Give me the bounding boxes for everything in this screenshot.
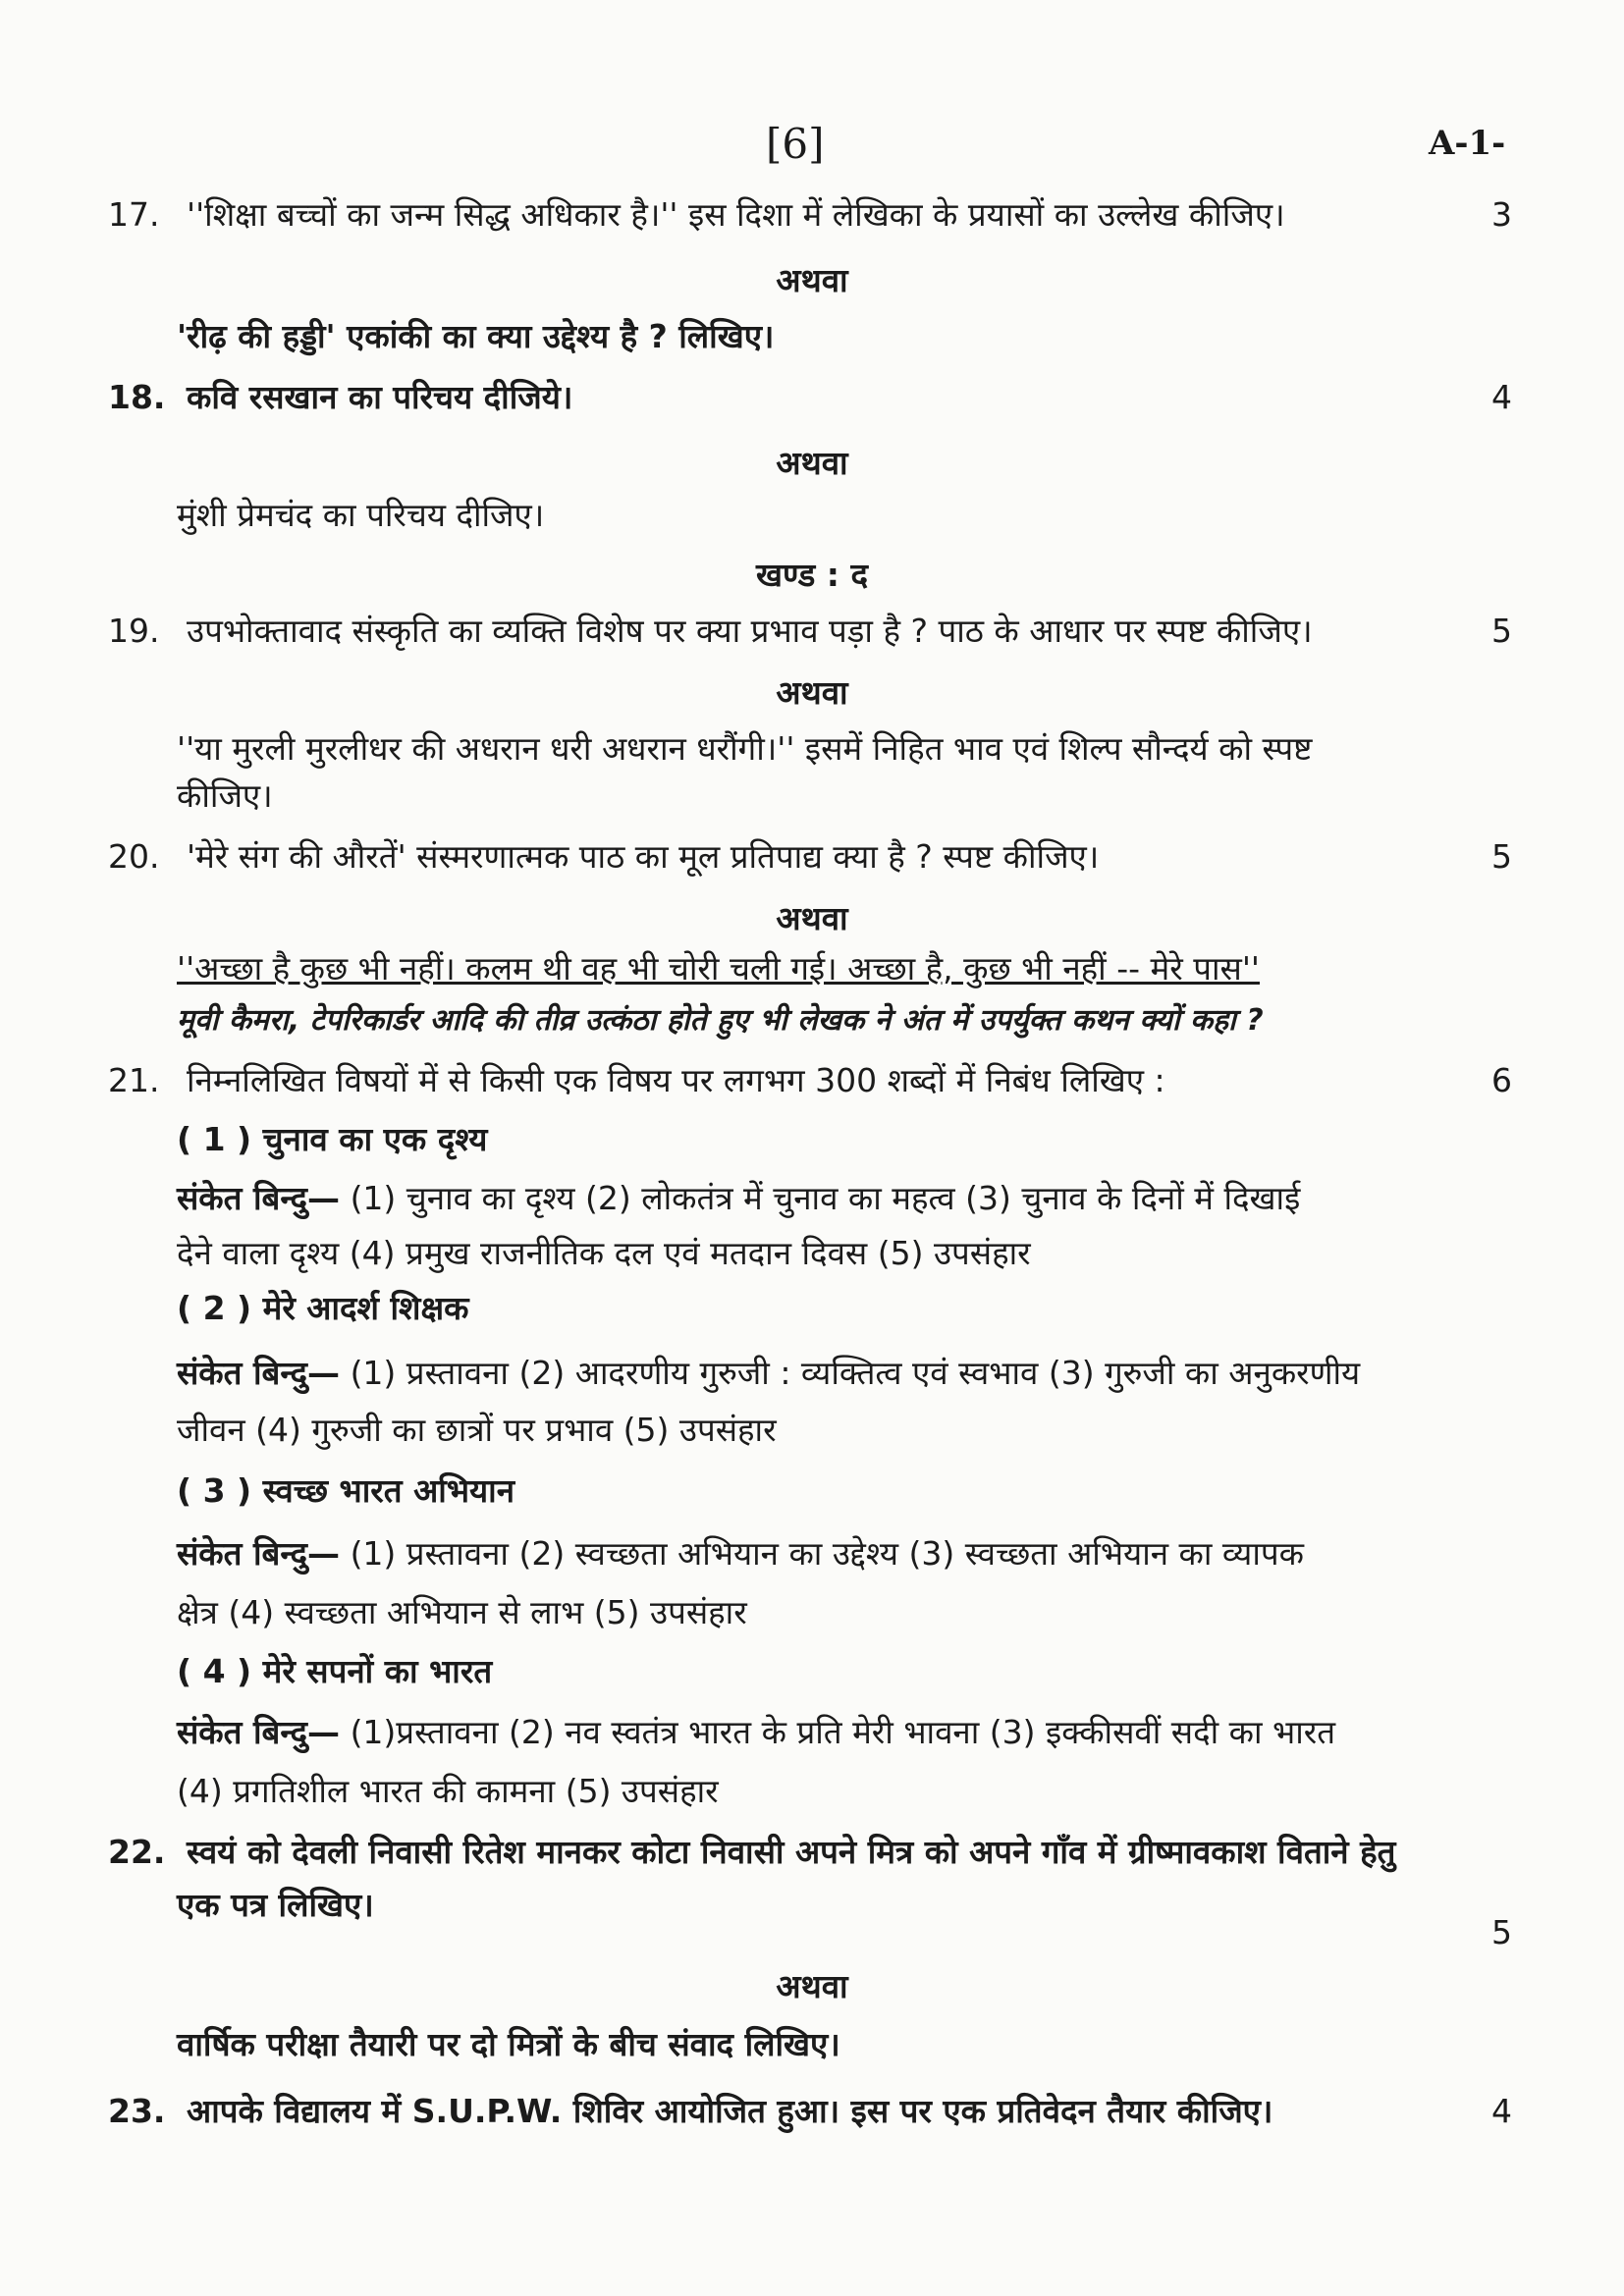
question-marks: 5 bbox=[1491, 612, 1512, 650]
essay-topic-title: ( 4 ) मेरे सपनों का भारत bbox=[177, 1652, 493, 1690]
hint-label: संकेत बिन्दु— bbox=[177, 1534, 341, 1573]
essay-topic-title: ( 1 ) चुनाव का एक दृश्य bbox=[177, 1120, 488, 1158]
essay-topic-hints bbox=[177, 1533, 1512, 1575]
question-text: उपभोक्तावाद संस्कृति का व्यक्ति विशेष पर क्या प्रभाव पड़ा है ? पाठ के आधार पर स्पष्ट कीजिए। bbox=[187, 612, 1313, 650]
alternative-question: 'रीढ़ की हड्डी' एकांकी का क्या उद्देश्य है ? लिखिए। bbox=[177, 317, 775, 355]
hint-text: (1) प्रस्तावना (2) आदरणीय गुरुजी : व्यक्तित्व एवं स्वभाव (3) गुरुजी का अनुकरणीय bbox=[350, 1354, 1361, 1392]
question-marks: 4 bbox=[1491, 378, 1512, 416]
question-marks: 5 bbox=[1491, 837, 1512, 876]
alternative-question-continued: मूवी कैमरा, टेपरिकार्डर आदि की तीव्र उत्कंठा होते हुए भी लेखक ने अंत में उपर्युक्त कथन क्यों कहा ? bbox=[177, 1003, 1264, 1038]
hint-text: (1) प्रस्तावना (2) स्वच्छता अभियान का उद्देश्य (3) स्वच्छता अभियान का व्यापक bbox=[350, 1534, 1304, 1573]
question-marks: 5 bbox=[1491, 1913, 1512, 1951]
question-text: निम्नलिखित विषयों में से किसी एक विषय पर लगभग 300 शब्दों में निबंध लिखिए : bbox=[187, 1061, 1165, 1099]
alternative-question: वार्षिक परीक्षा तैयारी पर दो मित्रों के बीच संवाद लिखिए। bbox=[177, 2025, 840, 2063]
essay-topic-hints bbox=[177, 1712, 1512, 1754]
question-marks: 6 bbox=[1491, 1061, 1512, 1099]
question-marks: 3 bbox=[1491, 195, 1512, 234]
alternative-question: मुंशी प्रेमचंद का परिचय दीजिए। bbox=[177, 496, 545, 534]
essay-topic-hints-continued: जीवन (4) गुरुजी का छात्रों पर प्रभाव (5) उपसंहार bbox=[177, 1411, 777, 1449]
or-separator: अथवा bbox=[776, 444, 848, 482]
question-text-continued: एक पत्र लिखिए। bbox=[177, 1886, 374, 1924]
question-text: स्वयं को देवली निवासी रितेश मानकर कोटा निवासी अपने मित्र को अपने गाँव में ग्रीष्मावकाश विताने हेतु bbox=[187, 1833, 1396, 1871]
or-separator: अथवा bbox=[776, 261, 848, 299]
hint-text: (1)प्रस्तावना (2) नव स्वतंत्र भारत के प्रति मेरी भावना (3) इक्कीसवीं सदी का भारत bbox=[350, 1713, 1336, 1751]
or-separator: अथवा bbox=[776, 1967, 848, 2005]
hint-label: संकेत बिन्दु— bbox=[177, 1354, 341, 1392]
essay-topic-hints-continued: देने वाला दृश्य (4) प्रमुख राजनीतिक दल एवं मतदान दिवस (5) उपसंहार bbox=[177, 1234, 1031, 1272]
question-text: 'मेरे संग की औरतें' संस्मरणात्मक पाठ का मूल प्रतिपाद्य क्या है ? स्पष्ट कीजिए। bbox=[187, 837, 1100, 876]
hint-label: संकेत बिन्दु— bbox=[177, 1713, 341, 1751]
question-number: 20. bbox=[108, 837, 160, 876]
question-text: ''शिक्षा बच्चों का जन्म सिद्ध अधिकार है।'' इस दिशा में लेखिका के प्रयासों का उल्लेख कीजिए। bbox=[187, 195, 1285, 234]
question-number: 17. bbox=[108, 195, 160, 234]
question-number: 18. bbox=[108, 378, 166, 416]
question-number: 21. bbox=[108, 1061, 160, 1099]
question-text: आपके विद्यालय में S.U.P.W. शिविर आयोजित हुआ। इस पर एक प्रतिवेदन तैयार कीजिए। bbox=[187, 2092, 1273, 2130]
question-number: 22. bbox=[108, 1833, 166, 1871]
essay-topic-hints-continued: (4) प्रगतिशील भारत की कामना (5) उपसंहार bbox=[177, 1772, 719, 1810]
section-heading: खण्ड : द bbox=[755, 556, 869, 594]
essay-topic-hints-continued: क्षेत्र (4) स्वच्छता अभियान से लाभ (5) उपसंहार bbox=[177, 1593, 747, 1631]
page-number: [6] bbox=[766, 120, 825, 168]
hint-label: संकेत बिन्दु— bbox=[177, 1179, 341, 1217]
essay-topic-title: ( 3 ) स्वच्छ भारत अभियान bbox=[177, 1471, 515, 1510]
question-number: 19. bbox=[108, 612, 160, 650]
hint-text: (1) चुनाव का दृश्य (2) लोकतंत्र में चुनाव का महत्व (3) चुनाव के दिनों में दिखाई bbox=[350, 1179, 1301, 1217]
essay-topic-hints bbox=[177, 1353, 1512, 1395]
essay-topic-hints bbox=[177, 1178, 1512, 1220]
question-text: कवि रसखान का परिचय दीजिये। bbox=[187, 378, 573, 416]
alternative-question: ''अच्छा है कुछ भी नहीं। कलम थी वह भी चोरी चली गई। अच्छा है, कुछ भी नहीं -- मेरे पास'' bbox=[177, 949, 1260, 988]
or-separator: अथवा bbox=[776, 673, 848, 712]
question-marks: 4 bbox=[1491, 2092, 1512, 2130]
essay-topic-title: ( 2 ) मेरे आदर्श शिक्षक bbox=[177, 1289, 469, 1327]
or-separator: अथवा bbox=[776, 899, 848, 937]
alternative-question-continued: कीजिए। bbox=[177, 776, 273, 815]
paper-code: A-1- bbox=[1429, 124, 1506, 163]
question-number: 23. bbox=[108, 2092, 166, 2130]
alternative-question: ''या मुरली मुरलीधर की अधरान धरी अधरान धरौंगी।'' इसमें निहित भाव एवं शिल्प सौन्दर्य को स्पष्ट bbox=[177, 729, 1313, 768]
